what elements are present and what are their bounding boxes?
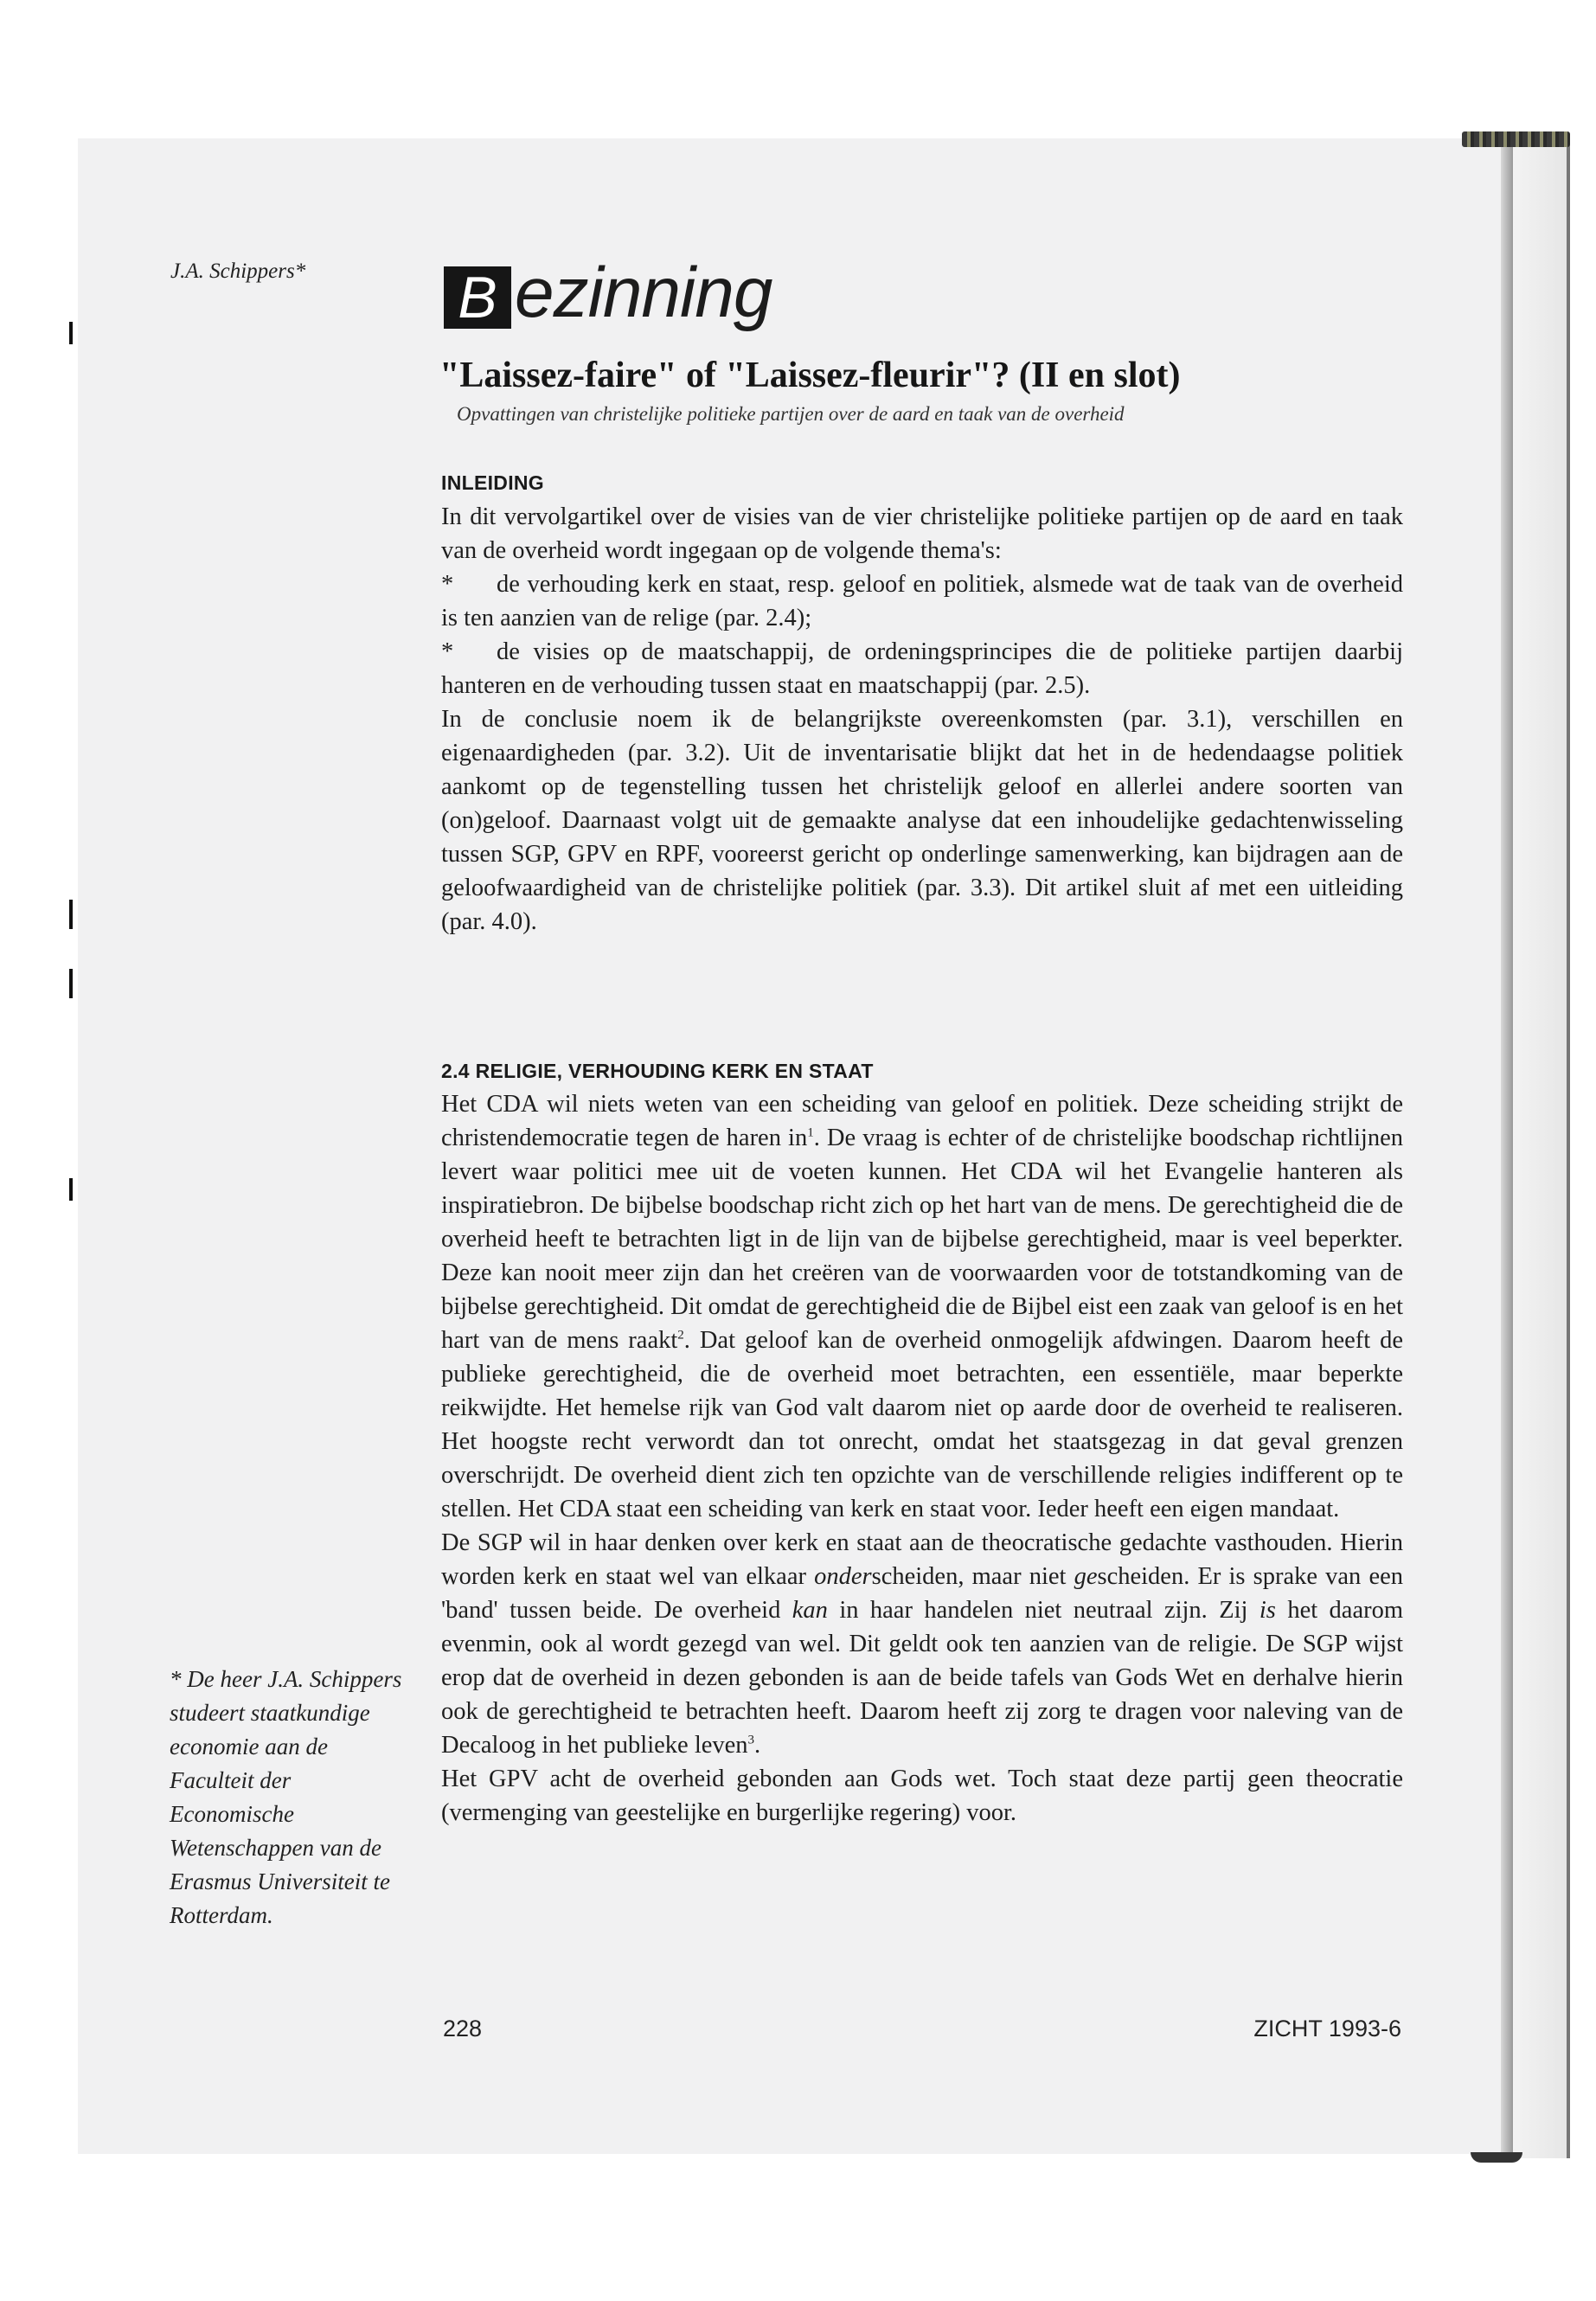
section-heading-inleiding: INLEIDING — [441, 471, 544, 494]
cda-paragraph: Het CDA wil niets weten van een scheiding van geloof en politiek. Deze scheiding strijkt de christendemocratie tegen de haren $in^1$. De vraag is echter of de christelijke boodschap richtlijnen levert waar politici mee uit de voeten kunnen. Het CDA wil het Evangelie hanteren als inspiratiebron. De bijbelse boodschap richt zich op het hart van de mens. De gerechtigheid die de overheid heeft te betrachten ligt in de lijn van de bijbelse gerechtigheid, maar is veel beperkter. Deze kan nooit meer zijn dan het creëren van de voorwaarden voor de totstandkoming van de bijbelse gerechtigheid. Dit omdat de gerechtigheid die de Bijbel eist een zaak van geloof is en het hart van de mens raakt$^2$. Dat geloof kan de overheid onmogelijk afdwingen. Daarom heeft de publieke gerechtigheid, die de overheid moet betrachten, een essentiële, maar beperkte reikwijdte. Het hemelse rijk van God valt daarom niet op aarde door de overheid te realiseren. Het hoogste recht verwordt dan tot onrecht, omdat het staatsgezag in dat geval grenzen overschrijdt. De overheid dient zich ten opzichte van de verschillende religies indifferent op te stellen. Het CDA staat een scheiding van kerk en staat voor. Ieder heeft een eigen mandaat. — [441, 1091, 1403, 1522]
author-name: J.A. Schippers* — [170, 260, 306, 283]
gpv-paragraph: Het GPV acht de overheid gebonden aan Gods wet. Toch staat deze partij geen theocratie (vermenging van geestelijke en burgerlijke regering) voor. — [441, 1766, 1403, 1826]
footnote-ref: 3 — [747, 1733, 755, 1747]
rubric-word: ezinning — [515, 253, 772, 332]
author-note: * De heer J.A. Schippers studeert staatkundige economie aan de Faculteit der Economische Wetenschappen van de Erasmus Universiteit te Rotterdam. — [170, 1666, 402, 1928]
page-number: 228 — [443, 2016, 483, 2041]
rubric-initial: B — [444, 266, 511, 329]
bullet-item: * de verhouding kerk en staat, resp. geloof en politiek, alsmede wat de taak van de overheid is ten aanzien van de relige (par. 2.4); — [441, 571, 1403, 631]
sgp-paragraph: De SGP wil in haar denken over kerk en staat aan de theocratische gedachte vasthouden. Hierin worden kerk en staat wel van elkaar onderscheiden, maar niet gescheiden. Er is sprake van een 'band' tussen beide. De overheid kan in haar handelen niet neutraal zijn. Zij is het daarom evenmin, ook al wordt gezegd van wel. Dit geldt ook ten aanzien van de religie. De SGP wijst erop dat de overheid in dezen gebonden is aan de beide tafels van Gods Wet en derhalve hierin ook de gerechtigheid te betrachten heeft. Daarom heeft zij zorg te dragen voor naleving van de Decaloog in het publieke leven$^3$. — [441, 1529, 1404, 1759]
intro-body — [441, 500, 1403, 939]
intro-paragraph: In dit vervolgartikel over de visies van de vier christelijke politieke partijen op de aard en taak van de overheid wordt ingegaan op de volgende thema's: — [441, 503, 1403, 564]
magazine-issue: ZICHT 1993-6 — [1253, 2016, 1401, 2041]
article-title: "Laissez-faire" of "Laissez-fleurir"? (II en slot) — [439, 356, 1181, 395]
footnote-ref: 1 — [807, 1125, 814, 1140]
margin-tick — [69, 1178, 73, 1201]
margin-tick — [69, 900, 73, 929]
page-fold-shadow — [1501, 143, 1513, 2158]
margin-tick — [69, 322, 73, 344]
section-2-4-body — [441, 1087, 1403, 1830]
section-heading-2-4: 2.4 RELIGIE, VERHOUDING KERK EN STAAT — [441, 1060, 874, 1082]
binding-mark — [1462, 131, 1570, 147]
margin-tick — [69, 969, 73, 998]
article-subtitle: Opvattingen van christelijke politieke partijen over de aard en taak van de overheid — [457, 403, 1125, 425]
page-edge — [1513, 143, 1570, 2158]
footnote-ref: 2 — [677, 1328, 684, 1343]
conclusion-paragraph: In de conclusie noem ik de belangrijkste overeenkomsten (par. 3.1), verschillen en eigenaardigheden (par. 3.2). Uit de inventarisatie blijkt dat het in de hedendaagse politiek aankomt op de tegenstelling tussen het christelijk geloof en allerlei andere soorten van (on)geloof. Daarnaast volgt uit de gemaakte analyse dat een inhoudelijke gedachtenwisseling tussen SGP, GPV en RPF, vooreerst gericht op onderlinge samenwerking, kan bijdragen aan de geloofwaardigheid van de christelijke politiek (par. 3.3). Dit artikel sluit af met een uitleiding (par. 4.0). — [441, 706, 1403, 935]
bullet-item: * de visies op de maatschappij, de ordeningsprincipes die de politieke partijen daarbij hanteren en de verhouding tussen staat en maatschappij (par. 2.5). — [441, 638, 1403, 699]
page-curl — [1471, 2152, 1522, 2163]
